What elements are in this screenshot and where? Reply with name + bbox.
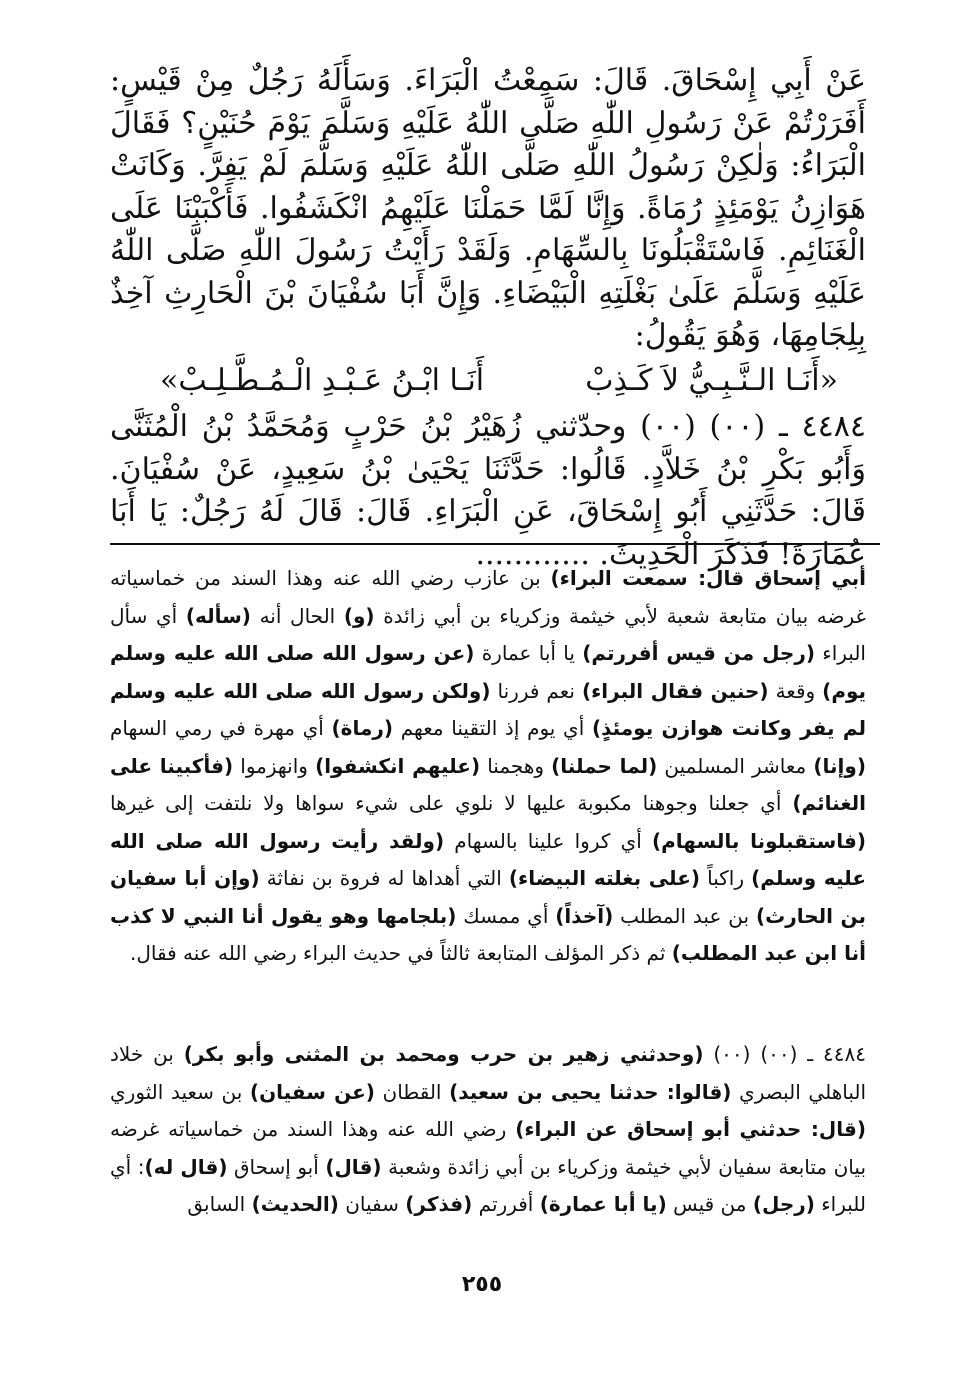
commentary-segment: القطان bbox=[374, 1079, 450, 1104]
hadith-text bbox=[110, 60, 866, 576]
poem-hemistich-right: «أَنَـا الـنَّـبِـيُّ لاَ كَـذِبْ bbox=[585, 362, 838, 398]
poem-hemistich-left: أَنَـا ابْـنُ عَـبْـدِ الْـمُـطَّـلِـبْ» bbox=[160, 362, 485, 398]
commentary-segment: وقعة bbox=[768, 678, 823, 703]
bold-quote-segment: (وإن أبا سفيان بن الحارث) bbox=[110, 866, 866, 928]
bold-quote-segment: (لما حملنا) bbox=[551, 753, 658, 778]
bold-quote-segment: (حنين فقال البراء) bbox=[581, 678, 769, 703]
bold-quote-segment: (رماة) bbox=[331, 716, 394, 740]
commentary-segment: الحال أنه bbox=[250, 603, 344, 628]
bold-quote-segment: (فاستقبلونا بالسهام) bbox=[651, 828, 867, 853]
hadith-paragraph-4484: ٤٤٨٤ ـ (٠٠) (٠٠) وحدّثني زُهَيْرُ بْنُ حَرْبٍ وَمُحَمَّدُ بْنُ الْمُثَنَّى وَأَبُو بَكْرِ بْنُ خَلاَّدٍ. قَالُوا: حَدَّثَنَا يَحْيَىٰ بْنُ سَعِيدٍ، عَنْ سُفْيَانَ. قَالَ: حَدَّثَنِي أَبُو إِسْحَاقَ، عَنِ الْبَرَاءِ. قَالَ: قَالَ لَهُ رَجُلٌ: يَا أَبَا عُمَارَةَ! فَذَكَرَ الْحَدِيثَ. ............ bbox=[110, 409, 866, 572]
commentary-segment: أي مهرة في رمي السهام bbox=[110, 716, 332, 740]
page-number: ٢٥٥ bbox=[461, 1272, 503, 1297]
commentary-segment: أي جعلنا وجوهنا مكبوبة عليها لا نلوي على شيء سواها ولا نلتفت إلى غيرها bbox=[110, 791, 793, 815]
bold-quote-segment: (ولقد رأيت رسول الله صلى الله عليه وسلم) bbox=[110, 828, 867, 890]
bold-quote-segment: (رجل) bbox=[752, 1192, 815, 1216]
commentary-segment: بن عبد المطلب bbox=[613, 903, 756, 928]
commentary-segment: وانهزموا bbox=[233, 753, 316, 778]
commentary-segment: راكباً bbox=[700, 866, 752, 890]
commentary-segment: بن خلاد الباهلي البصري bbox=[110, 1042, 867, 1104]
commentary-block-1 bbox=[110, 560, 866, 973]
commentary-segment: أي سأل البراء bbox=[110, 603, 866, 665]
bold-quote-segment: (قالوا: حدثنا يحيى بن سعيد) bbox=[449, 1079, 732, 1104]
bold-quote-segment: (رجل من قيس أفررتم) bbox=[582, 641, 815, 665]
hadith-paragraph: عَنْ أَبِي إِسْحَاقَ. قَالَ: سَمِعْتُ الْبَرَاءَ. وَسَأَلَهُ رَجُلٌ مِنْ قَيْسٍ: أَفَرَرْتُمْ عَنْ رَسُولِ اللّٰهِ صَلَّى اللّٰهُ عَلَيْهِ وَسَلَّمَ يَوْمَ حُنَيْنٍ؟ فَقَالَ الْبَرَاءُ: وَلٰكِنْ رَسُولُ اللّٰهِ صَلَّى اللّٰهُ عَلَيْهِ وَسَلَّمَ لَمْ يَفِرَّ. وَكَانَتْ هَوَازِنُ يَوْمَئِذٍ رُمَاةً. وَإِنَّا لَمَّا حَمَلْنَا عَلَيْهِمُ انْكَشَفُوا. فَأَكْبَبْنَا عَلَى الْغَنَائِمِ. فَاسْتَقْبَلُونَا بِالسِّهَامِ. وَلَقَدْ رَأَيْتُ رَسُولَ اللّٰهِ صَلَّى اللّٰهُ عَلَيْهِ وَسَلَّمَ عَلَىٰ بَغْلَتِهِ الْبَيْضَاءِ. وَإِنَّ أَبَا سُفْيَانَ بْنَ الْحَارِثِ آخِذٌ بِلِجَامِهَا، وَهُوَ يَقُولُ: bbox=[110, 63, 866, 353]
footnote-divider bbox=[110, 543, 880, 545]
commentary-block-2 bbox=[110, 1036, 866, 1224]
bold-quote-segment: (وإنا) bbox=[813, 753, 866, 778]
commentary-segment: سفيان bbox=[338, 1192, 406, 1216]
commentary-segment: وهجمنا bbox=[480, 753, 552, 778]
commentary-segment: أي ممسك bbox=[456, 903, 556, 928]
commentary-segment: أبو إسحاق bbox=[227, 1154, 326, 1179]
commentary-paragraph-4484 bbox=[110, 1036, 866, 1224]
commentary-segment: معاشر المسلمين bbox=[657, 753, 814, 778]
bold-quote-segment: (سأله) bbox=[185, 603, 251, 628]
bold-quote-segment: (قال) bbox=[325, 1154, 382, 1179]
bold-quote-segment: (عن سفيان) bbox=[249, 1079, 375, 1104]
commentary-paragraph bbox=[110, 560, 866, 973]
commentary-segment: : أي للبراء bbox=[110, 1154, 866, 1216]
commentary-segment: ٤٤٨٤ ـ (٠٠) (٠٠) bbox=[703, 1042, 866, 1066]
bold-quote-segment: (ولكن رسول الله صلى الله عليه وسلم لم يفر وكانت هوازن يومئذٍ) bbox=[110, 678, 867, 740]
commentary-segment: نعم فررنا bbox=[490, 678, 582, 703]
bold-quote-segment: (الحديث) bbox=[251, 1192, 339, 1216]
bold-quote-segment: (عن رسول الله صلى الله عليه وسلم يوم) bbox=[110, 641, 867, 703]
commentary-segment: من قيس bbox=[666, 1192, 753, 1216]
commentary-segment: أي كروا علينا بالسهام bbox=[444, 828, 652, 853]
poem-verse bbox=[110, 360, 866, 403]
commentary-segment: بن عازب رضي الله عنه وهذا السند من خماسياته غرضه بيان متابعة شعبة لأبي خيثمة وزكرياء بن أبي زائدة bbox=[110, 566, 866, 628]
commentary-segment: بن سعيد الثوري bbox=[110, 1079, 250, 1104]
commentary-segment: أي يوم إذ التقينا معهم bbox=[393, 716, 592, 740]
bold-quote-segment: (فذكر) bbox=[405, 1192, 473, 1216]
commentary-segment: ثم ذكر المؤلف المتابعة ثالثاً في حديث البراء رضي الله عنه فقال. bbox=[129, 941, 672, 965]
commentary-segment: السابق bbox=[187, 1192, 252, 1216]
bold-quote-segment: (عليهم انكشفوا) bbox=[315, 753, 481, 778]
commentary-segment: أفررتم bbox=[472, 1192, 540, 1216]
commentary-segment: التي أهداها له فروة بن نفاثة bbox=[259, 866, 509, 890]
bold-quote-segment: (يا أبا عمارة) bbox=[539, 1192, 667, 1216]
bold-quote-segment: (بلجامها وهو يقول أنا النبي لا كذب أنا ابن عبد المطلب) bbox=[110, 903, 866, 965]
bold-quote-segment: (قال: حدثني أبو إسحاق عن البراء) bbox=[515, 1117, 866, 1141]
bold-quote-segment: (قال له) bbox=[144, 1154, 228, 1179]
bold-quote-segment: (و) bbox=[343, 603, 375, 628]
bold-quote-segment: (وحدثني زهير بن حرب ومحمد بن المثنى وأبو بكر) bbox=[183, 1042, 704, 1066]
bold-quote-segment: (على بغلته البيضاء) bbox=[508, 866, 701, 890]
bold-quote-segment: أبي إسحاق قال: سمعت البراء) bbox=[550, 566, 867, 590]
bold-quote-segment: (فأكبينا على الغنائم) bbox=[110, 753, 866, 815]
commentary-segment: رضي الله عنه وهذا السند من خماسياته غرضه بيان متابعة سفيان لأبي خيثمة وزكرياء بن أبي زائدة وشعبة bbox=[110, 1117, 867, 1179]
bold-quote-segment: (آخذاً) bbox=[555, 903, 614, 928]
commentary-segment: يا أبا عمارة bbox=[474, 641, 583, 665]
